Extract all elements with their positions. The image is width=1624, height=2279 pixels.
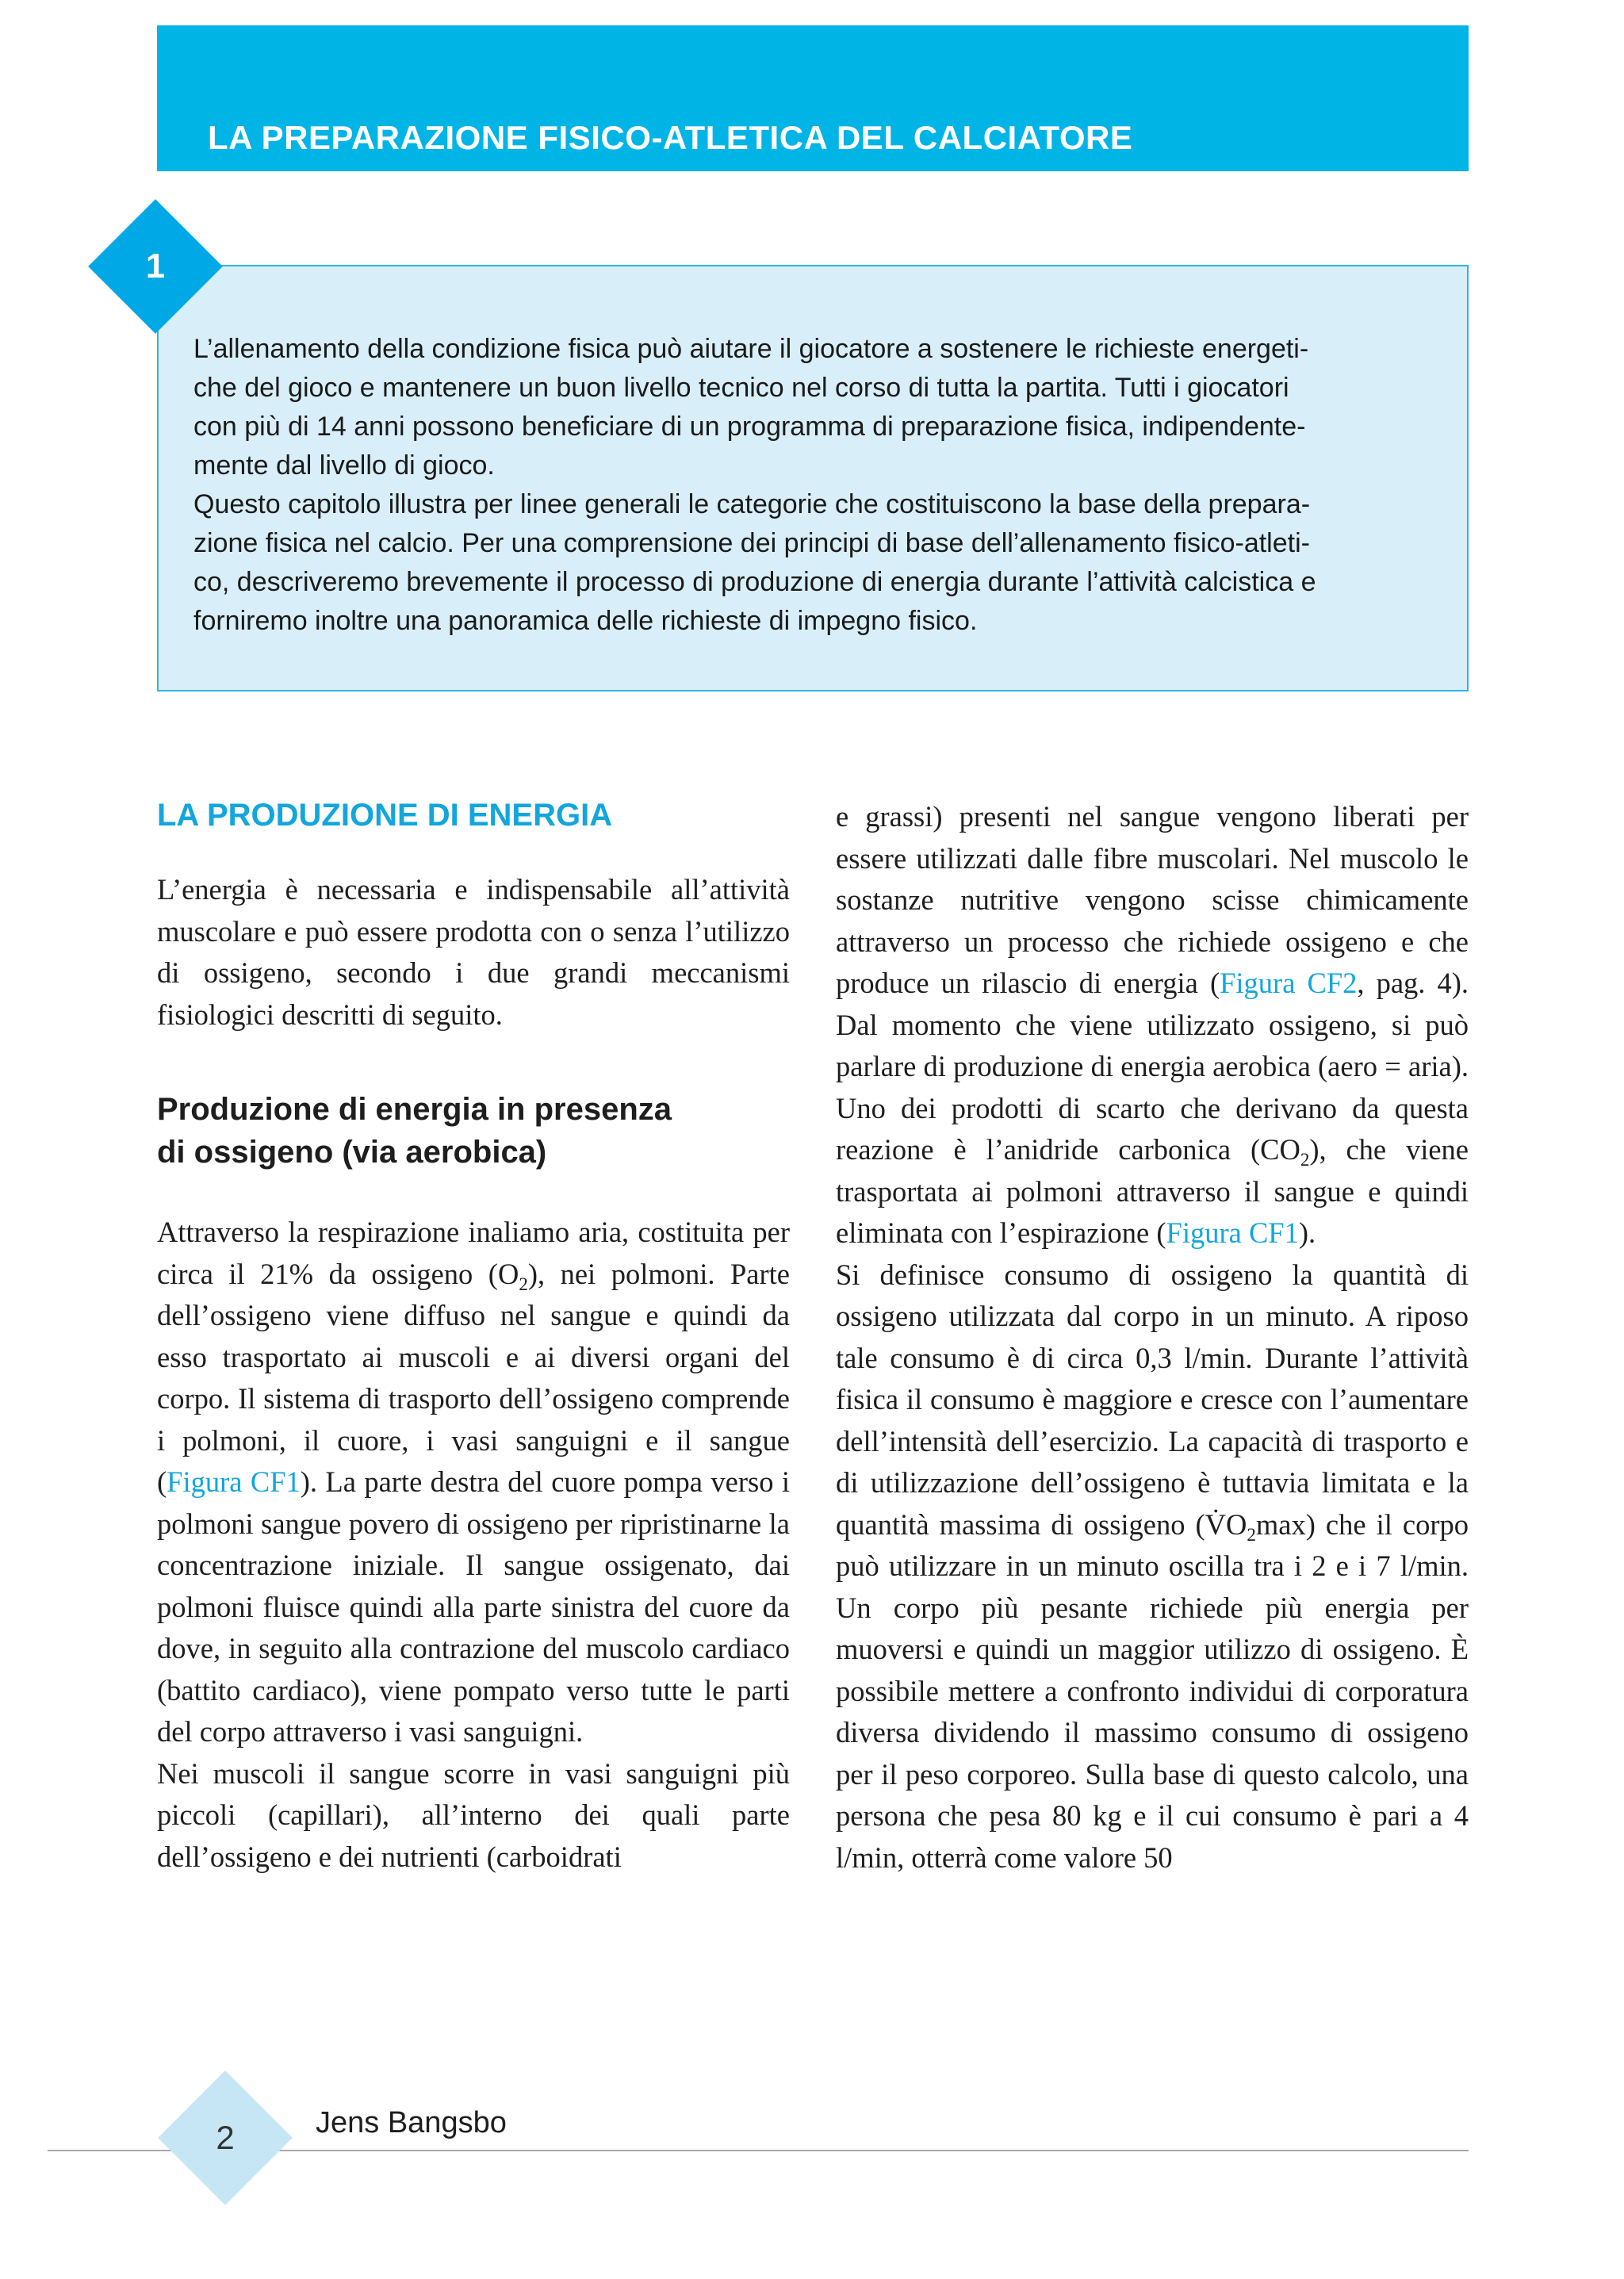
subscript: 2 xyxy=(1247,1524,1256,1545)
header-bar xyxy=(157,25,1469,171)
subsection-title-line-2: di ossigeno (via aerobica) xyxy=(157,1135,547,1170)
figure-link-cf2[interactable]: Figura CF2 xyxy=(1220,967,1358,999)
intro-line: zione fisica nel calcio. Per una comprensione dei principi di base dell’allenamento fisico-atleti- xyxy=(193,528,1310,558)
footer-author: Jens Bangsbo xyxy=(316,2106,507,2139)
chapter-intro-text xyxy=(193,330,1435,641)
body-text-segment: , pag. 4). Dal momento che viene utilizzato ossigeno, si può parlare di produzione di energia aerobica (aero = aria). Uno dei prodotti di scarto che derivano da questa reazione è l’anidride carbonica (CO xyxy=(836,967,1469,1166)
right-column xyxy=(836,796,1469,1879)
body-paragraph: Nei muscoli il sangue scorre in vasi sanguigni più piccoli (capillari), all’interno dei quali parte dell’ossigeno e dei nutrienti (carboidrati xyxy=(157,1756,790,1873)
page-number: 2 xyxy=(216,2119,235,2156)
chapter-number: 1 xyxy=(145,247,166,285)
subsection-title-line-1: Produzione di energia in presenza xyxy=(157,1092,672,1127)
intro-line: forniremo inoltre una panoramica delle richieste di impegno fisico. xyxy=(193,606,978,636)
section-title: LA PRODUZIONE DI ENERGIA xyxy=(157,798,613,833)
intro-line: mente dal livello di gioco. xyxy=(193,450,495,481)
body-text-segment: max) che il corpo può utilizzare in un minuto oscilla tra i 2 e i 7 l/min. Un corpo più pesante richiede più energia per muoversi e quindi un maggior utilizzo di ossigeno. È possibile mettere a confronto individui di corporatura diversa dividendo il massimo consumo di ossigeno per il peso corporeo. Sulla base di questo calcolo, una persona che pesa 80 kg e il cui consumo è pari a 4 l/min, otterrà come valore 50 xyxy=(836,1507,1469,1874)
body-text-segment: ). La parte destra del cuore pompa verso i polmoni sangue povero di ossigeno per ripristinarne la concentrazione iniziale. Il sangue ossigenato, dai polmoni fluisce quindi alla parte sinistra del cuore da dove, in seguito alla contrazione del muscolo cardiaco (battito cardiaco), viene pompato verso tutte le parti del corpo attraverso i vasi sanguigni. xyxy=(157,1465,790,1748)
page-title: LA PREPARAZIONE FISICO-ATLETICA DEL CALCIATORE xyxy=(208,119,1133,156)
body-text-segment: Si definisce consumo di ossigeno la quantità di ossigeno utilizzata dal corpo in un minuto. A riposo tale consumo è di circa 0,3 l/min. Durante l’attività fisica il consumo è maggiore e cresce con l’aumentare dell’intensità dell’esercizio. La capacità di trasporto e di utilizzazione dell’ossigeno è tuttavia limitata e la quantità massima di ossigeno (V̇O xyxy=(836,1258,1469,1541)
figure-link-cf1[interactable]: Figura CF1 xyxy=(1166,1216,1299,1249)
left-column xyxy=(157,793,790,1878)
subscript: 2 xyxy=(519,1274,528,1294)
body-text-segment: ), che viene trasportata ai polmoni attraverso il sangue e quindi eliminata con l’espirazione ( xyxy=(836,1133,1469,1249)
section-intro-paragraph: L’energia è necessaria e indispensabile all’attività muscolare e può essere prodotta con o senza l’utilizzo di ossigeno, secondo i due grandi meccanismi fisiologici descritti di seguito. xyxy=(157,873,790,1031)
body-text-segment: ), nei polmoni. Parte dell’ossigeno viene diffuso nel sangue e quindi da esso trasportato ai muscoli e ai diversi organi del corpo. Il sistema di trasporto dell’ossigeno comprende i polmoni, il cuore, i vasi sanguigni e il sangue ( xyxy=(157,1257,790,1498)
body-paragraph xyxy=(836,796,1469,1254)
body-text-segment: Attraverso la respirazione inaliamo aria, costituita per circa il 21% da ossigeno (O xyxy=(157,1216,790,1290)
intro-line: Questo capitolo illustra per linee generali le categorie che costituiscono la base della prepara- xyxy=(193,489,1311,519)
chapter-intro-box xyxy=(157,265,1469,691)
body-text-segment: ). xyxy=(1298,1216,1316,1249)
subscript: 2 xyxy=(1300,1150,1310,1170)
subsection-title xyxy=(157,1088,790,1174)
figure-link-cf1[interactable]: Figura CF1 xyxy=(167,1465,301,1498)
body-paragraph xyxy=(157,1212,790,1753)
intro-line: co, descriveremo brevemente il processo di produzione di energia durante l’attività calcistica e xyxy=(193,567,1316,597)
body-paragraph xyxy=(836,1254,1469,1879)
intro-line: con più di 14 anni possono beneficiare di un programma di preparazione fisica, indipendente- xyxy=(193,412,1306,442)
body-text-segment: e grassi) presenti nel sangue vengono liberati per essere utilizzati dalle fibre muscolari. Nel muscolo le sostanze nutritive vengono scisse chimicamente attraverso un processo che richiede ossigeno e che produce un rilascio di energia ( xyxy=(836,800,1469,999)
intro-line: L’allenamento della condizione fisica può aiutare il giocatore a sostenere le richieste energeti- xyxy=(193,334,1309,364)
intro-line: che del gioco e mantenere un buon livello tecnico nel corso di tutta la partita. Tutti i giocatori xyxy=(193,373,1289,403)
